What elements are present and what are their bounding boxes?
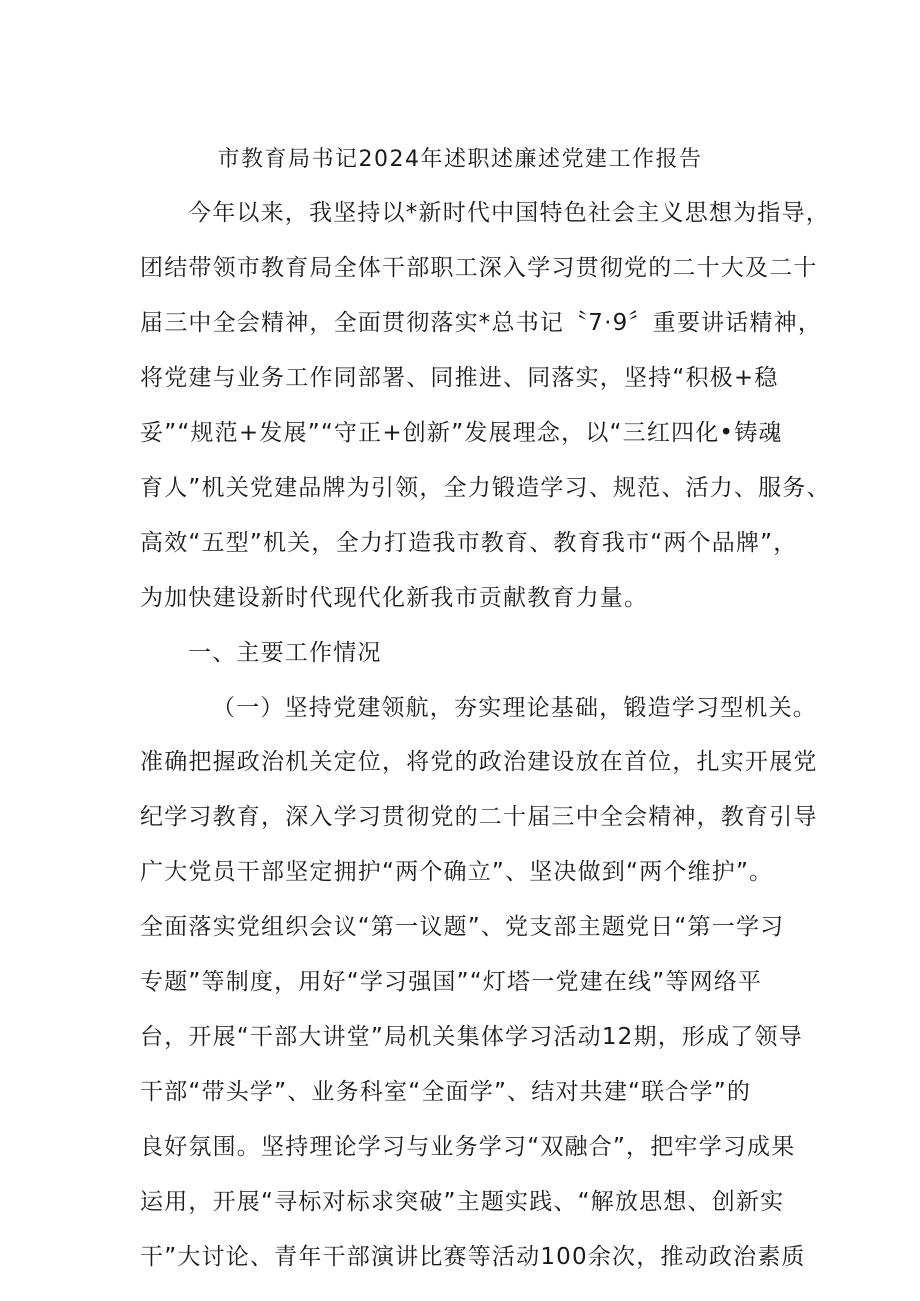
section-heading: 一、主要工作情况 — [188, 640, 382, 666]
body-line: 纪学习教育，深入学习贯彻党的二十届三中全会精神，教育引导 — [140, 804, 818, 830]
body-line: 妥”“规范+发展”“守正+创新”发展理念，以“三红四化•铸魂 — [140, 420, 783, 446]
body-line: 良好氛围。坚持理论学习与业务学习“双融合”，把牢学习成果 — [140, 1134, 796, 1160]
body-line: 运用，开展“寻标对标求突破”主题实践、“解放思想、创新实 — [140, 1189, 785, 1215]
body-line: 将党建与业务工作同部署、同推进、同落实，坚持“积极+稳 — [140, 365, 779, 391]
body-line: 届三中全会精神，全面贯彻落实*总书记〝7·9〞重要讲话精神， — [140, 310, 823, 336]
body-line: 今年以来，我坚持以*新时代中国特色社会主义思想为指导， — [188, 200, 830, 226]
body-line: 准确把握政治机关定位，将党的政治建设放在首位，扎实开展党 — [140, 749, 818, 775]
body-line: 全面落实党组织会议“第一议题”、党支部主题党日“第一学习 — [140, 914, 785, 940]
body-line: 台，开展“干部大讲堂”局机关集体学习活动12期，形成了领导 — [140, 1024, 803, 1050]
body-line: 育人”机关党建品牌为引领，全力锻造学习、规范、活力、服务、 — [140, 475, 831, 501]
body-line: 为加快建设新时代现代化新我市贡献教育力量。 — [140, 585, 649, 611]
body-line: 专题”等制度，用好“学习强国”“灯塔一党建在线”等网络平 — [140, 969, 763, 995]
subsection-heading: （一）坚持党建领航，夯实理论基础，锻造学习型机关。 — [212, 695, 817, 721]
body-line: 广大党员干部坚定拥护“两个确立”、坚决做到“两个维护”。 — [140, 859, 774, 885]
document-title: 市教育局书记2024年述职述廉述党建工作报告 — [217, 147, 703, 172]
body-line: 干部“带头学”、业务科室“全面学”、结对共建“联合学”的 — [140, 1079, 752, 1105]
body-line: 干”大讨论、青年干部演讲比赛等活动100余次，推动政治素质 — [140, 1244, 806, 1270]
body-line: 高效“五型”机关，全力打造我市教育、教育我市“两个品牌”， — [140, 530, 798, 556]
body-line: 团结带领市教育局全体干部职工深入学习贯彻党的二十大及二十 — [140, 255, 818, 281]
